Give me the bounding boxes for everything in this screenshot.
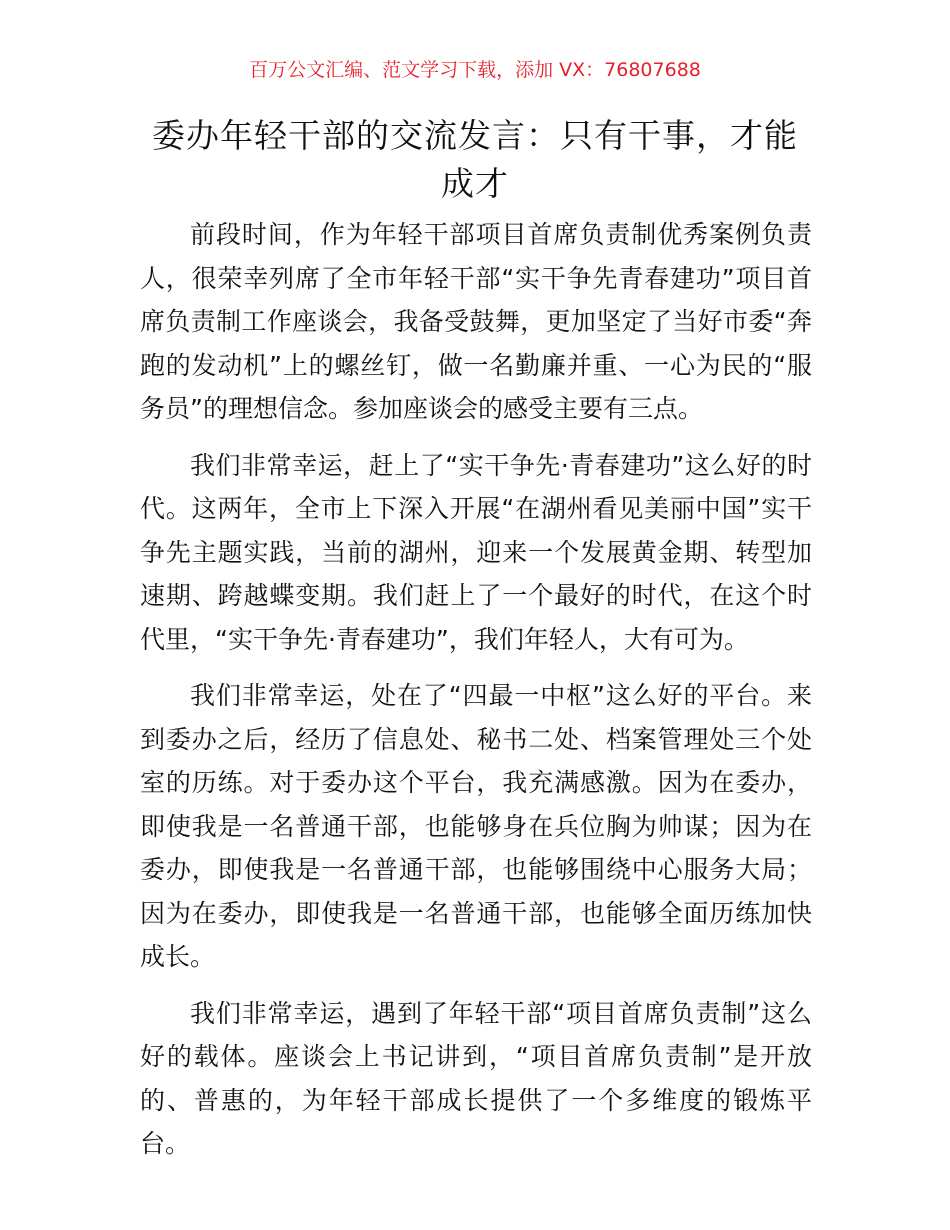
paragraph-2: 我们非常幸运，赶上了“实干争先·青春建功”这么好的时代。这两年，全市上下深入开展“在湖州看见美丽中国”实干争先主题实践，当前的湖州，迎来一个发展黄金期、转型加速期、跨越蝶变期。我们赶上了一个最好的时代，在这个时代里，“实干争先·青春建功”，我们年轻人，大有可为。 xyxy=(140,450,812,654)
header-notice: 百万公文汇编、范文学习下载，添加 VX：76807688 xyxy=(249,59,701,81)
paragraph-1: 前段时间，作为年轻干部项目首席负责制优秀案例负责人，很荣幸列席了全市年轻干部“实干争先青春建功”项目首席负责制工作座谈会，我备受鼓舞，更加坚定了当好市委“奔跑的发动机”上的螺丝钉，做一名勤廉并重、一心为民的“服务员”的理想信念。参加座谈会的感受主要有三点。 xyxy=(140,220,812,423)
document-title: 委办年轻干部的交流发言：只有干事，才能成才 xyxy=(152,116,798,203)
paragraph-3: 我们非常幸运，处在了“四最一中枢”这么好的平台。来到委办之后，经历了信息处、秘书二处、档案管理处三个处室的历练。对于委办这个平台，我充满感激。因为在委办，即使我是一名普通干部，也能够身在兵位胸为帅谋；因为在委办，即使我是一名普通干部，也能够围绕中心服务大局；因为在委办，即使我是一名普通干部，也能够全面历练加快成长。 xyxy=(140,681,812,971)
paragraph-4: 我们非常幸运，遇到了年轻干部“项目首席负责制”这么好的载体。座谈会上书记讲到，“项目首席负责制”是开放的、普惠的，为年轻干部成长提供了一个多维度的锻炼平台。 xyxy=(140,998,812,1158)
document-body xyxy=(140,213,812,1179)
